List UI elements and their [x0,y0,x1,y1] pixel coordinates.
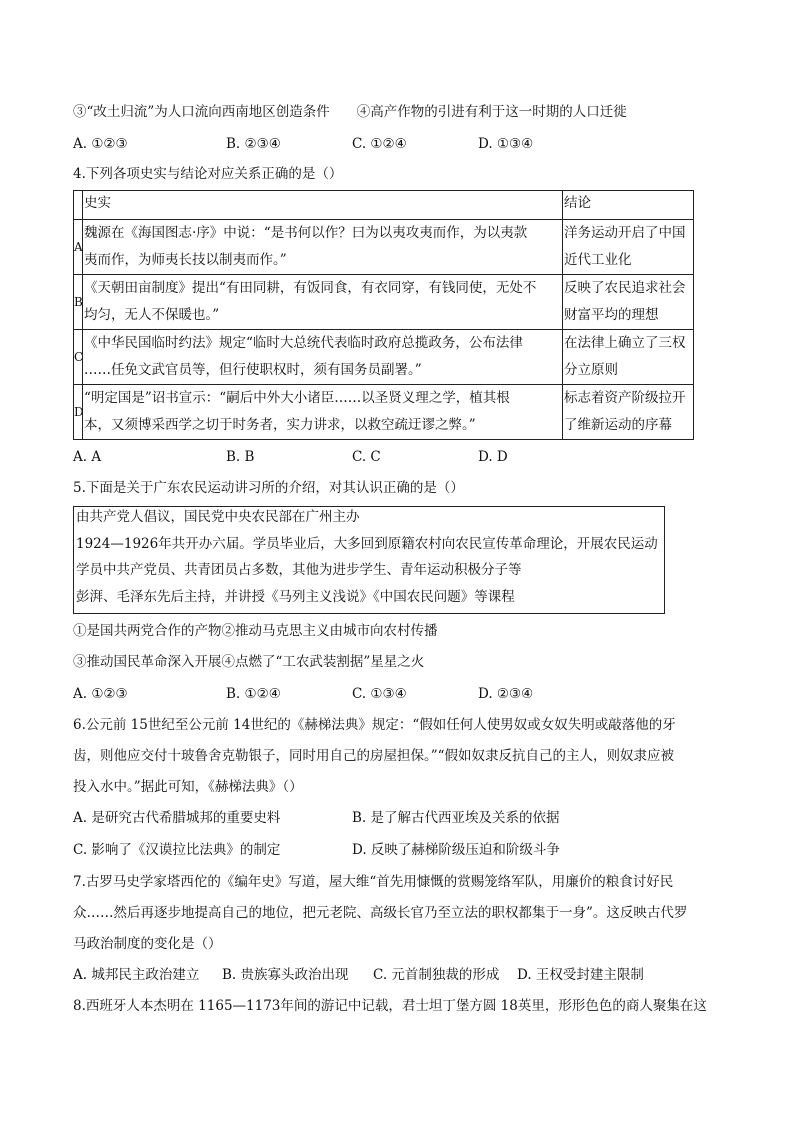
conclusion-line: 财富平均的理想 [564,307,659,323]
fact-line: ……任免文武官员等，但行使职权时，须有国务员副署。” [84,362,422,378]
q3-option-c: C. ①②④ [352,136,407,152]
q5-option-d: D. ②③④ [478,686,534,702]
q4-stem: 4.下列各项史实与结论对应关系正确的是（） [73,166,343,182]
q3-option-d: D. ①③④ [478,136,534,152]
q5-option-c: C. ①③④ [352,686,407,702]
q5-option-a: A. ①②③ [73,686,128,702]
q4-header-conclusion: 结论 [563,191,694,220]
q5-option-b: B. ①②④ [226,686,281,702]
conclusion-line: 分立原则 [564,362,618,378]
q6-stem-line: 齿，则他应交付十玻鲁舍克勒银子，同时用自己的房屋担保。”“假如奴隶反抗自己的主人，则奴隶应被 [73,748,675,764]
q4-row-fact [83,220,563,275]
fact-line: 夷而作，为师夷长技以制夷而作。” [84,252,287,268]
fact-line: “明定国是”诏书宣示：“嗣后中外大小诸臣……以圣贤义理之学，植其根 [84,390,510,406]
q6-stem-line: 6.公元前 15世纪至公元前 14世纪的《赫梯法典》规定：“假如任何人使男奴或女奴失明或敲落他的牙 [73,717,676,733]
q3-statement-line: ③“改土归流”为人口流向西南地区创造条件 ④高产作物的引进有利于这一时期的人口迁徙 [73,104,627,120]
q5-statements-1: ①是国共两党合作的产物②推动马克思主义由城市向农村传播 [73,623,438,639]
conclusion-line: 标志着资产阶级拉开 [564,390,686,406]
q4-row-conclusion [563,385,694,440]
fact-line: 均匀，无人不保暖也。” [84,307,220,323]
q7-option-d: D. 王权受封建主限制 [517,967,644,983]
q6-stem-line: 投入水中。”据此可知，《赫梯法典》（） [73,779,303,795]
fact-line: 魏源在《海国图志·序》中说：“是书何以作？曰为以夷攻夷而作，为以夷款 [84,225,528,241]
q4-row-fact [83,385,563,440]
q4-row-label: B [74,275,83,330]
q4-row-conclusion [563,220,694,275]
q7-stem-line: 众……然后再逐步地提高自己的地位，把元老院、高级长官乃至立法的职权都集于一身”。这反映古代罗 [73,905,688,921]
q6-option-d: D. 反映了赫梯阶级压迫和阶级斗争 [352,842,560,858]
q4-option-d: D. D [478,449,508,465]
table-row [74,385,694,440]
q7-stem-line: 马政治制度的变化是（） [73,936,222,952]
q5-statements-2: ③推动国民革命深入开展④点燃了“工农武装割据”星星之火 [73,654,425,670]
q4-table [73,190,694,440]
conclusion-line: 近代工业化 [564,252,632,268]
table-row [74,275,694,330]
table-row [74,220,694,275]
q4-row-fact [83,330,563,385]
q3-option-a: A. ①②③ [73,136,128,152]
conclusion-line: 洋务运动开启了中国 [564,225,686,241]
q4-row-conclusion [563,330,694,385]
conclusion-line: 在法律上确立了三权 [564,335,686,351]
fact-line: 《天朝田亩制度》提出“有田同耕，有饭同食，有衣同穿，有钱同使，无处不 [84,280,537,296]
q4-table-header [74,191,694,220]
q4-row-label: C [74,330,83,385]
q7-option-b: B. 贵族寡头政治出现 [222,967,349,983]
q5-info-box [73,506,665,614]
q5-box-line: 学员中共产党员、共青团员占多数，其他为进步学生、青年运动积极分子等 [76,562,522,578]
q3-option-b: B. ②③④ [226,136,281,152]
q6-option-a: A. 是研究古代希腊城邦的重要史料 [73,810,281,826]
q4-row-label: D [74,385,83,440]
q4-row-fact [83,275,563,330]
conclusion-line: 反映了农民追求社会 [564,280,686,296]
q8-stem-line: 8.西班牙人本杰明在 1165—1173年间的游记中记载，君士坦丁堡方圆 18英里，形形色色的商人聚集在这 [73,998,707,1014]
fact-line: 本，又须博采西学之切于时务者，实力讲求，以救空疏迂谬之弊。” [84,417,476,433]
q7-option-a: A. 城邦民主政治建立 [73,967,200,983]
conclusion-line: 了维新运动的序幕 [564,417,672,433]
q5-stem: 5.下面是关于广东农民运动讲习所的介绍，对其认识正确的是（） [73,480,464,496]
q4-option-a: A. A [73,449,102,465]
q7-option-c: C. 元首制独裁的形成 [373,967,500,983]
q7-stem-line: 7.古罗马史学家塔西佗的《编年史》写道，屋大维“首先用慷慨的赏赐笼络军队，用廉价的粮食讨好民 [73,874,674,890]
q4-option-b: B. B [226,449,255,465]
q6-option-b: B. 是了解古代西亚埃及关系的依据 [352,810,560,826]
fact-line: 《中华民国临时约法》规定“临时大总统代表临时政府总揽政务，公布法律 [84,335,523,351]
q6-option-c: C. 影响了《汉谟拉比法典》的制定 [73,842,281,858]
q4-option-c: C. C [352,449,381,465]
table-row [74,330,694,385]
q4-row-label: A [74,220,83,275]
q4-header-label-cell [74,191,83,220]
q4-header-fact: 史实 [83,191,563,220]
q5-box-line: 彭湃、毛泽东先后主持，并讲授《马列主义浅说》《中国农民问题》等课程 [76,589,515,605]
q4-row-conclusion [563,275,694,330]
q5-box-line: 1924—1926年共开办六届。学员毕业后，大多回到原籍农村向农民宣传革命理论，开展农民运动 [76,536,658,552]
q5-box-line: 由共产党人倡议，国民党中央农民部在广州主办 [76,509,360,525]
